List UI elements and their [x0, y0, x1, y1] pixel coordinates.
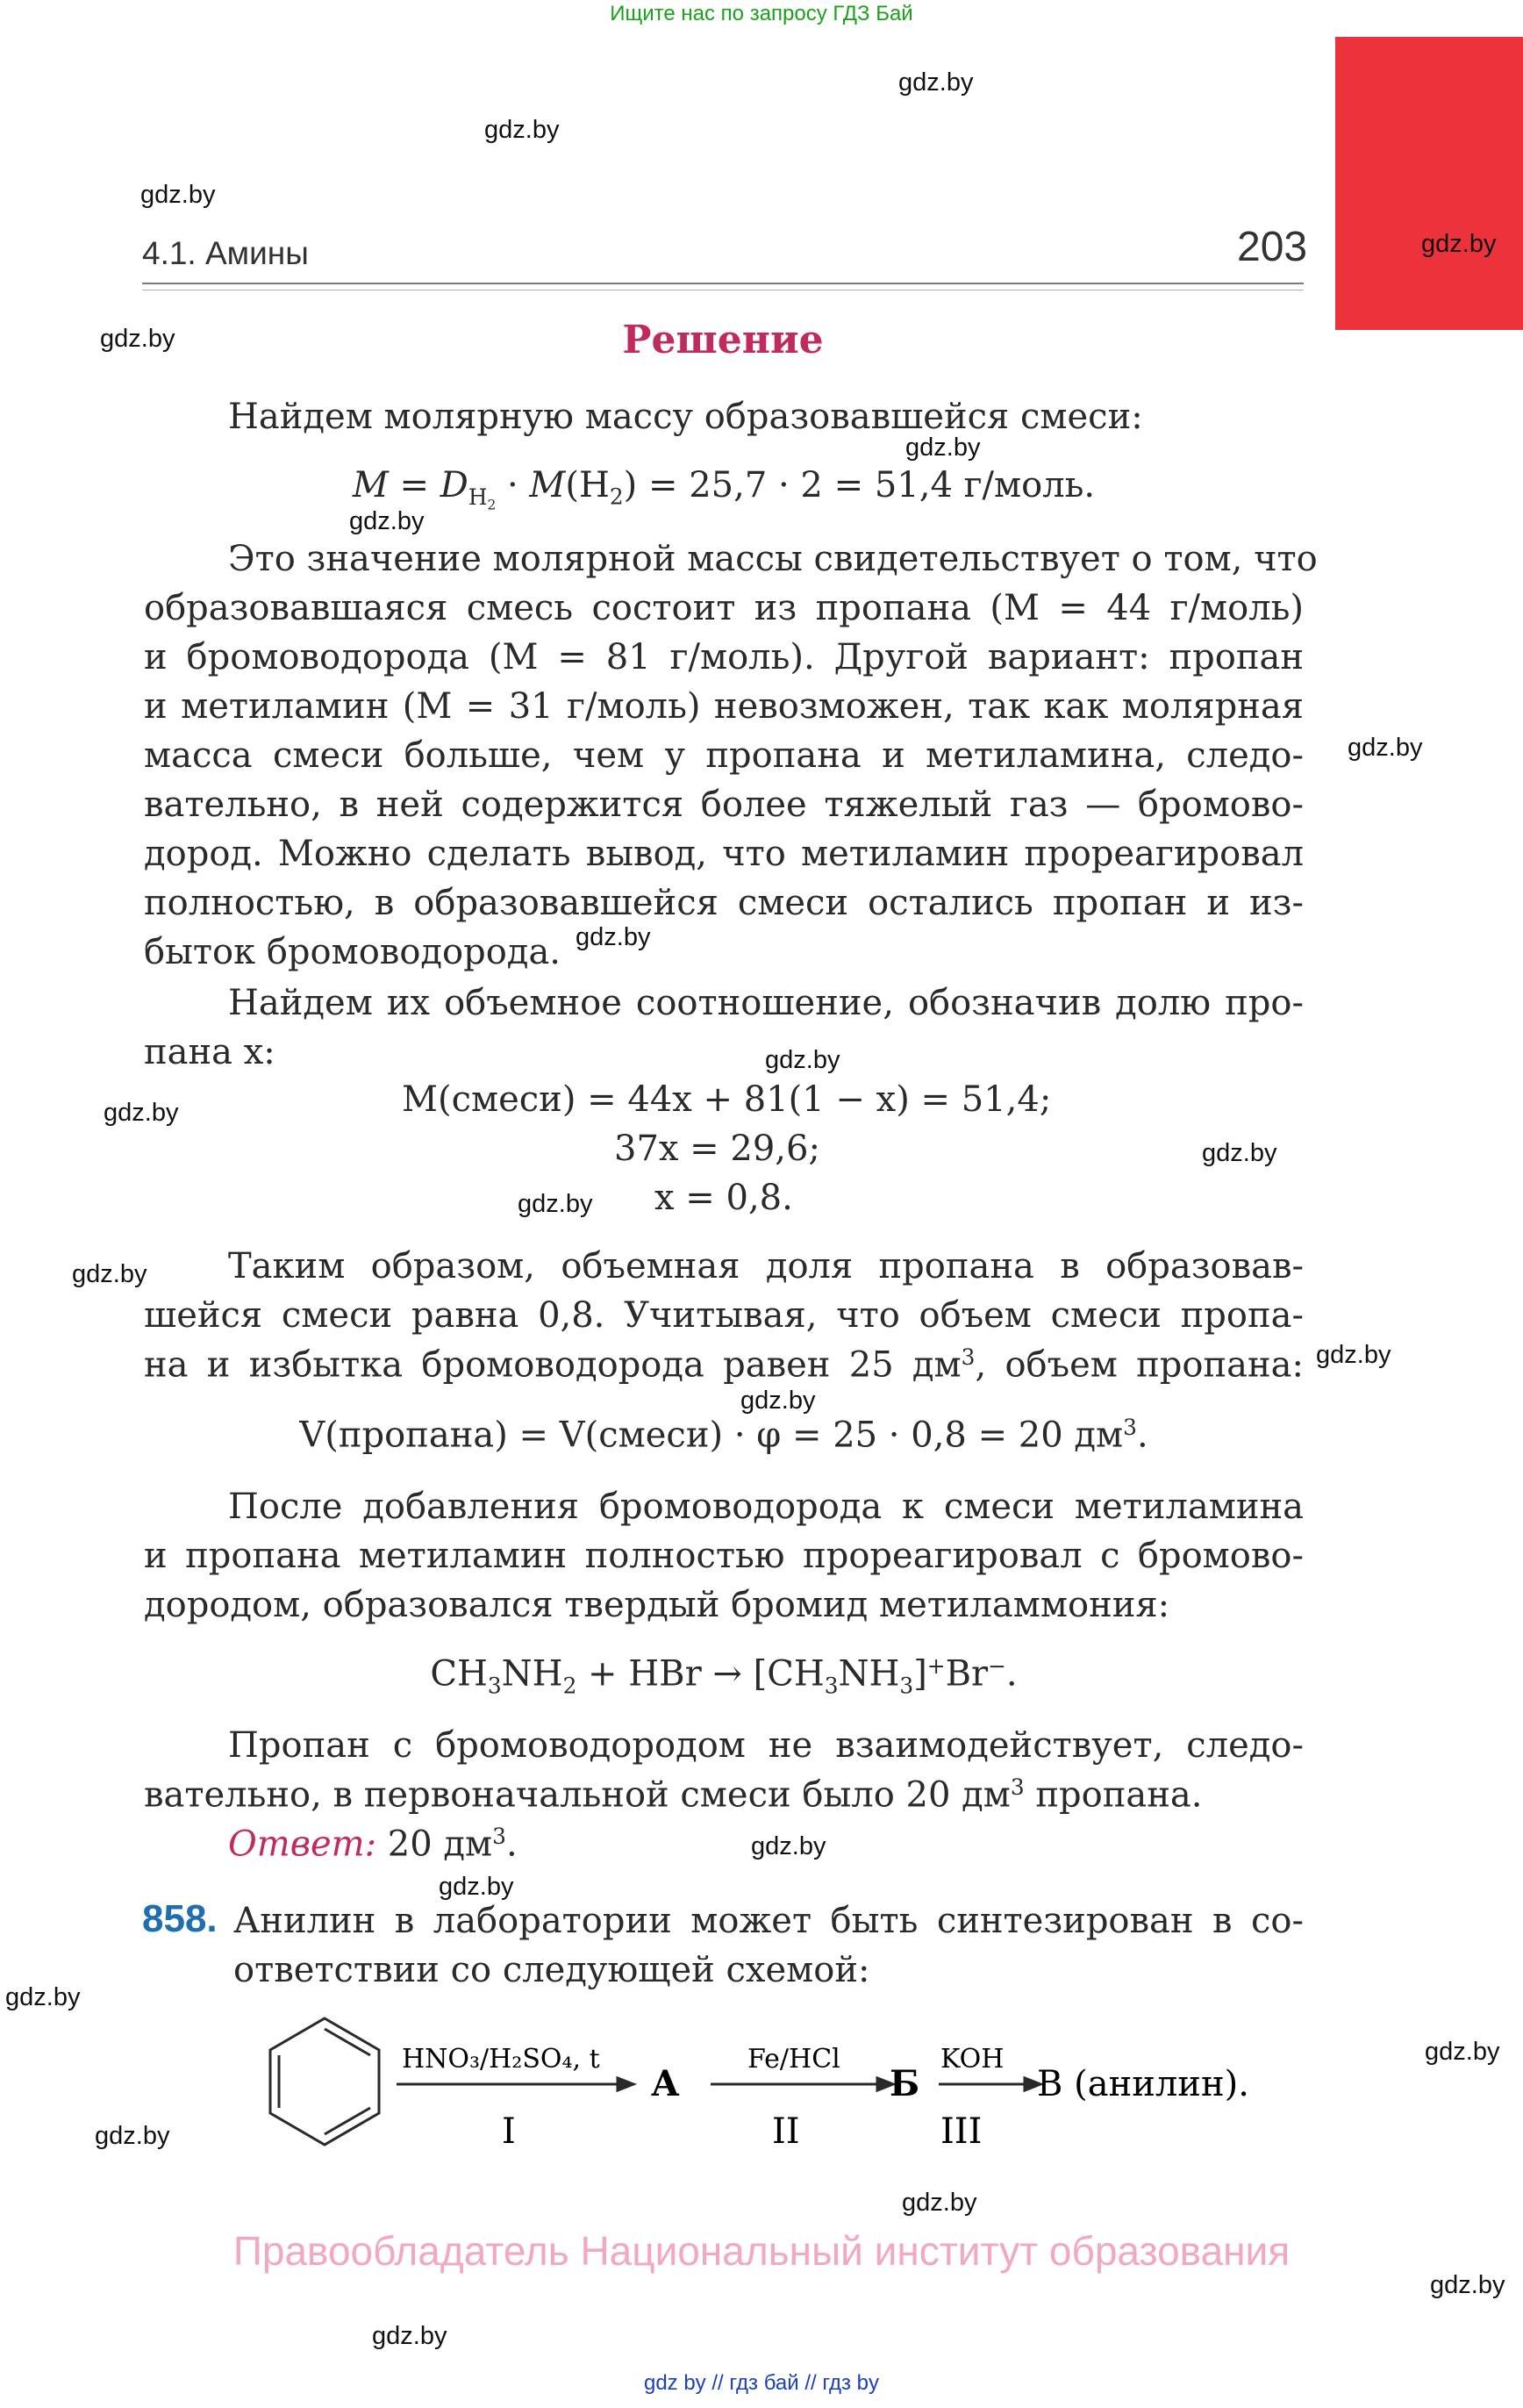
formula-molar-mass: $M = D_{H_2} \cdot M(H_2) = 25,7 \cdot 2 = 51,4$ г/моль. [352, 465, 1096, 513]
product-a: А [651, 2063, 680, 2104]
text-line: ответствии со следующей схемой: [233, 1950, 870, 1990]
synthesis-scheme [254, 2010, 1307, 2176]
watermark: gdz.by [905, 434, 981, 462]
text-line: образовавшаяся смесь состоит из пропана (M = 44 г/моль) [144, 588, 1304, 628]
text-line: полностью, в образовавшейся смеси остались пропан и из- [144, 883, 1304, 923]
watermark: gdz.by [576, 923, 651, 951]
text-line: шейся смеси равна 0,8. Учитывая, что объем смеси пропа- [144, 1295, 1304, 1336]
answer-line: Ответ: 20 $дм^3$. [228, 1824, 518, 1865]
text-line: дородом, образовался твердый бромид метиламмония: [144, 1585, 1170, 1625]
text-line: Найдем молярную массу образовавшейся смеси: [228, 397, 1143, 437]
watermark: gdz.by [1316, 1341, 1391, 1369]
watermark: gdz.by [484, 116, 560, 144]
watermark: gdz.by [1430, 2271, 1505, 2299]
top-banner[interactable]: Ищите нас по запросу ГДЗ Бай [610, 2, 913, 25]
bottom-links[interactable]: gdz by // гдз бай // гдз by [643, 2371, 880, 2395]
text-line: Анилин в лаборатории может быть синтезирован в со- [233, 1901, 1304, 1941]
watermark: gdz.by [518, 1190, 593, 1218]
text-line: Найдем их объемное соотношение, обозначив долю про- [228, 983, 1304, 1023]
watermark: gdz.by [95, 2122, 170, 2150]
equation: x = 0,8. [654, 1178, 793, 1218]
watermark: gdz.by [104, 1099, 179, 1127]
roman-3: III [940, 2111, 983, 2152]
text-line: быток бромоводорода. [144, 932, 561, 972]
chapter-title: 4.1. Амины [142, 235, 309, 271]
watermark: gdz.by [439, 1873, 514, 1901]
roman-1: I [502, 2111, 516, 2152]
watermark: gdz.by [1202, 1139, 1277, 1167]
watermark: gdz.by [1425, 2038, 1500, 2066]
equation-volume: V(пропана) = V(смеси) · φ = 25 · 0,8 = 20 $дм^3$. [299, 1415, 1148, 1456]
watermark: gdz.by [898, 68, 974, 97]
product-b: Б [890, 2063, 920, 2104]
benzene-ring-icon [270, 2018, 379, 2145]
text-line: и метиламин (M = 31 г/моль) невозможен, так как молярная [144, 686, 1304, 727]
text-line: дород. Можно сделать вывод, что метиламин прореагировал [144, 834, 1304, 874]
red-page-tab [1335, 37, 1523, 330]
roman-2: II [772, 2111, 800, 2152]
watermark: gdz.by [902, 2189, 977, 2217]
step3-label: KOH [940, 2044, 1005, 2075]
text-line: После добавления бромоводорода к смеси метиламина [228, 1487, 1304, 1527]
text-line: и бромоводорода (M = 81 г/моль). Другой вариант: пропан [144, 637, 1304, 677]
reaction-equation: $CH_3NH_2$ + HBr → $[CH_3NH_3]^+Br^-$. [430, 1653, 1018, 1699]
product-c: В (анилин). [1037, 2064, 1249, 2104]
copyright-footer: Правообладатель Национальный институт образования [232, 2228, 1291, 2274]
equation: M(смеси) = 44x + 81(1 − x) = 51,4; [402, 1079, 1052, 1120]
header-rule [142, 283, 1304, 284]
step2-label: Fe/HCl [747, 2044, 840, 2075]
watermark: gdz.by [5, 1983, 81, 2011]
watermark: gdz.by [349, 507, 425, 535]
watermark: gdz.by [72, 1260, 147, 1288]
page-number: 203 [1237, 224, 1308, 270]
watermark: gdz.by [765, 1046, 840, 1074]
section-title: Решение [622, 318, 824, 362]
text-line: пана x: [144, 1032, 275, 1072]
watermark: gdz.by [740, 1387, 816, 1415]
text-line: вательно, в ней содержится более тяжелый газ — бромово- [144, 785, 1304, 825]
watermark: gdz.by [100, 325, 175, 353]
task-number: 858. [142, 1897, 218, 1940]
text-line: Пропан с бромоводородом не взаимодействует, следо- [228, 1725, 1304, 1766]
watermark: gdz.by [751, 1832, 826, 1860]
text-line: масса смеси больше, чем у пропана и метиламина, следо- [144, 735, 1304, 776]
equation: 37x = 29,6; [614, 1129, 820, 1169]
text-line: Таким образом, объемная доля пропана в образовав- [228, 1246, 1304, 1286]
answer-label: Ответ: [228, 1824, 377, 1865]
watermark: gdz.by [372, 2322, 447, 2350]
watermark: gdz.by [140, 181, 216, 209]
arrowhead-step-1 [618, 2078, 633, 2090]
step1-label: HNO₃/H₂SO₄, t [402, 2044, 600, 2075]
text-line: вательно, в первоначальной смеси было 20 $дм^3$ пропана. [144, 1774, 1203, 1816]
watermark: gdz.by [1348, 734, 1423, 762]
watermark: gdz.by [1421, 230, 1497, 258]
text-line: и пропана метиламин полностью прореагировал с бромово- [144, 1536, 1304, 1576]
text-line: на и избытка бромоводорода равен 25 $дм^3$, объем пропана: [144, 1344, 1304, 1386]
text-line: Это значение молярной массы свидетельствует о том, что [228, 539, 1318, 579]
